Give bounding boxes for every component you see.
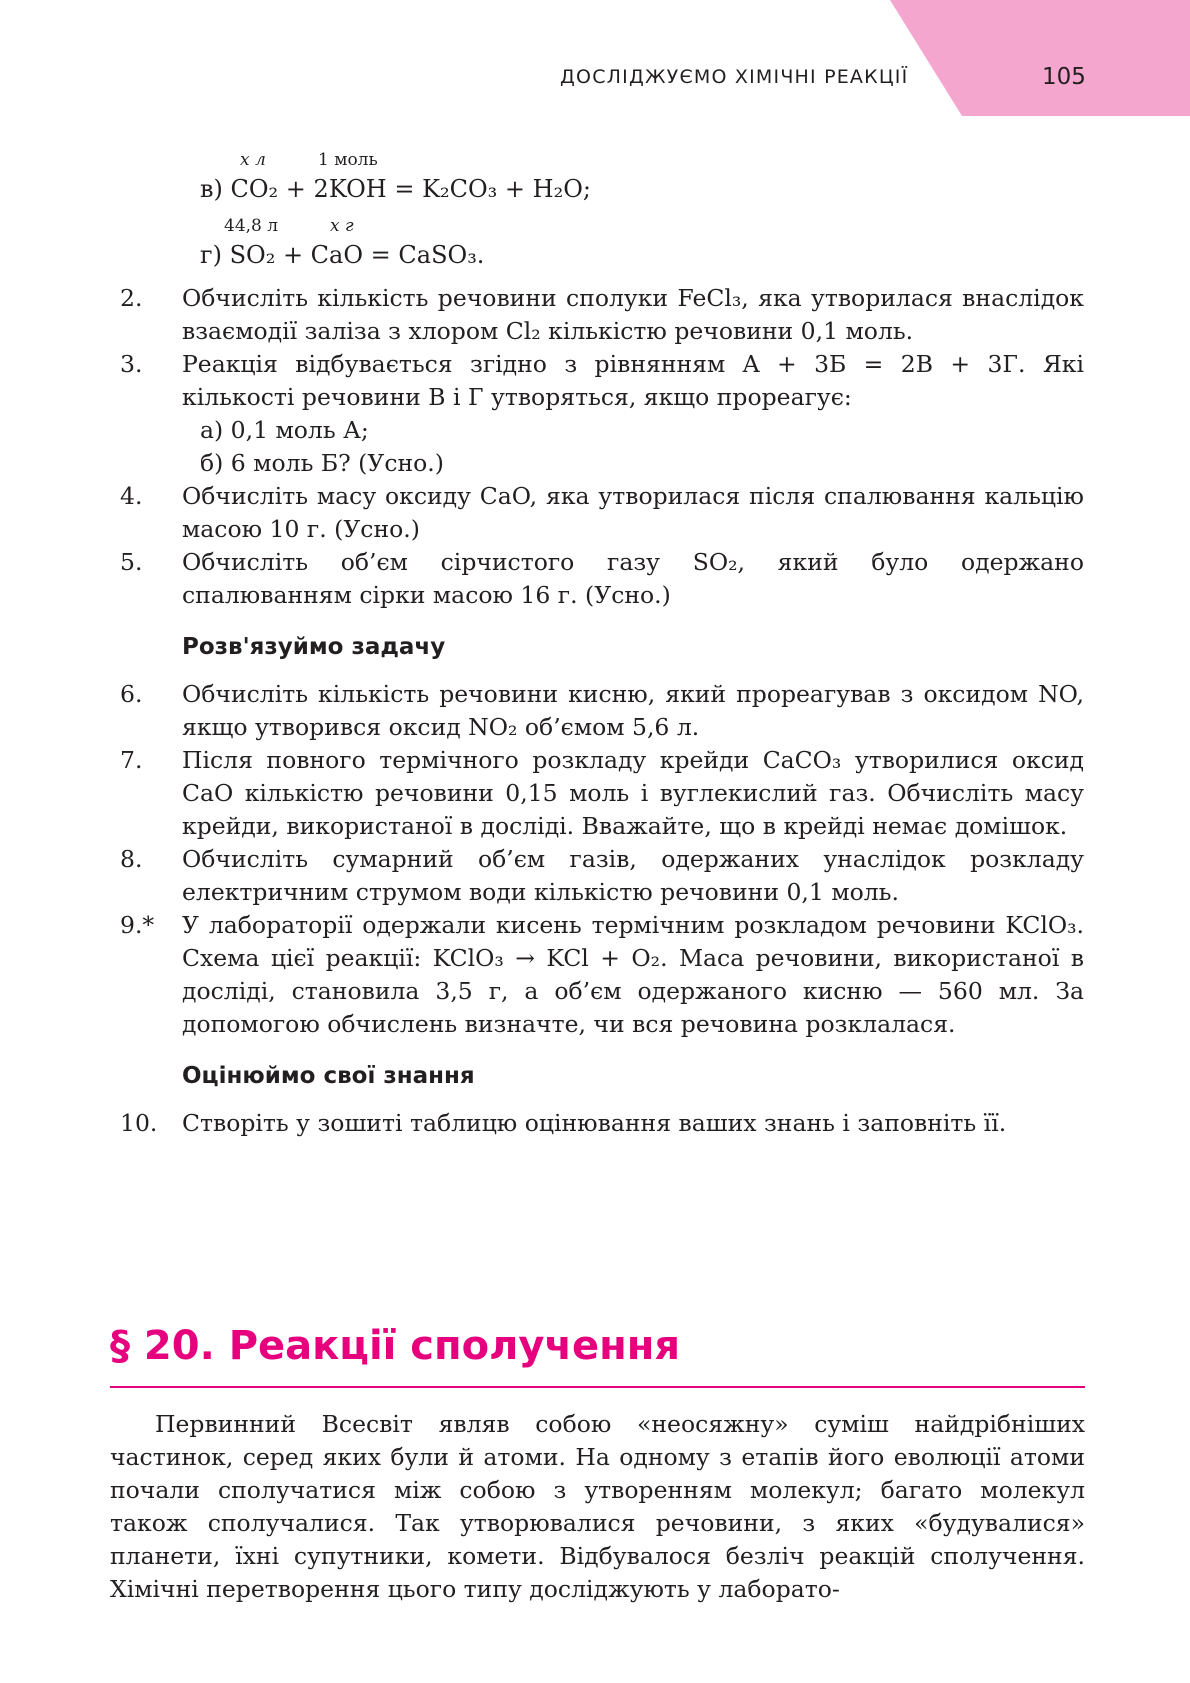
running-header-title: ДОСЛІДЖУЄМО ХІМІЧНІ РЕАКЦІЇ	[560, 66, 909, 88]
task-text: У лабораторії одержали кисень термічним розкладом речовини KClO₃. Схема цієї реакції: KClO₃ → KCl + O₂. Маса речовини, використаної в досліді, становила 3,5 г, а об’єм одержаного кисню — 560 мл. За допомогою обчислень визначте, чи вся речовина розклалася.	[182, 911, 1084, 1038]
task-text: Створіть у зошиті таблицю оцінювання ваших знань і заповніть її.	[182, 1109, 1007, 1137]
task-number: 9.*	[120, 911, 155, 939]
task-3	[0, 348, 1190, 414]
task-number: 7.	[120, 746, 143, 774]
task-5	[0, 546, 1190, 612]
paragraph-title: § 20. Реакції сполучення	[110, 1323, 681, 1369]
task-number: 4.	[120, 482, 143, 510]
annotation-volume: x л	[240, 150, 266, 170]
task-3-option-a: а) 0,1 моль А;	[200, 416, 369, 444]
annotation-mass: x г	[330, 216, 354, 236]
task-text: Обчисліть сумарний об’єм газів, одержаних унаслідок розкладу електричним струмом води кількістю речовини 0,1 моль.	[182, 845, 1084, 906]
task-number: 3.	[120, 350, 143, 378]
task-2	[0, 282, 1190, 348]
task-9	[0, 909, 1190, 1041]
task-text: Реакція відбувається згідно з рівнянням A + 3Б = 2В + 3Г. Які кількості речовини В і Г утворяться, якщо прореагує:	[182, 350, 1084, 411]
section-heading-solve: Розв'язуймо задачу	[182, 634, 446, 660]
task-number: 2.	[120, 284, 143, 312]
exercise-content	[0, 150, 1190, 1140]
task-number: 5.	[120, 548, 143, 576]
equation-g	[200, 216, 1190, 282]
task-4	[0, 480, 1190, 546]
task-text: Обчисліть кількість речовини кисню, який прореагував з оксидом NO, якщо утворився оксид NO₂ об’ємом 5,6 л.	[182, 680, 1084, 741]
equation-formula: CO₂ + 2KOH = K₂CO₃ + H₂O;	[230, 175, 591, 203]
task-number: 6.	[120, 680, 143, 708]
section-heading-assess: Оцінюймо свої знання	[182, 1063, 475, 1089]
paragraph-body: Первинний Всесвіт являв собою «неосяжну» суміш найдрібніших частинок, серед яких були й атоми. На одному з етапів його еволюції атоми почали сполучатися між собою з утворенням молекул; багато молекул також сполучалися. Так утворювалися речовини, з яких «будувалися» планети, їхні супутники, комети. Відбувалося безліч реакцій сполучення. Хімічні перетворення цього типу досліджують у лаборато-	[110, 1410, 1085, 1603]
task-8	[0, 843, 1190, 909]
annotation-volume: 44,8 л	[224, 216, 279, 236]
task-text: Обчисліть масу оксиду CaO, яка утворилася після спалювання кальцію масою 10 г. (Усно.)	[182, 482, 1084, 543]
equation-formula: SO₂ + CaO = CaSO₃.	[229, 241, 485, 269]
page-number: 105	[1042, 64, 1086, 90]
task-6	[0, 678, 1190, 744]
task-7	[0, 744, 1190, 843]
annotation-amount: 1 моль	[318, 150, 378, 170]
task-number: 8.	[120, 845, 143, 873]
header-corner-decoration	[890, 0, 1190, 116]
task-text: Обчисліть об’єм сірчистого газу SO₂, який було одержано спалюванням сірки масою 16 г. (Усно.)	[182, 548, 1084, 609]
task-3-option-b: б) 6 моль Б? (Усно.)	[200, 449, 444, 477]
equation-v	[200, 150, 1190, 216]
task-10	[0, 1107, 1190, 1140]
equation-label: в)	[200, 175, 231, 203]
title-underline	[110, 1386, 1085, 1388]
task-text: Обчисліть кількість речовини сполуки FeCl₃, яка утворилася внаслідок взаємодії заліза з хлором Cl₂ кількістю речовини 0,1 моль.	[182, 284, 1084, 345]
equation-label: г)	[200, 241, 230, 269]
task-number: 10.	[120, 1109, 158, 1137]
task-text: Після повного термічного розкладу крейди CaCO₃ утворилися оксид CaO кількістю речовини 0,15 моль і вуглекислий газ. Обчисліть масу крейди, використаної в досліді. Вважайте, що в крейді немає домішок.	[182, 746, 1084, 840]
